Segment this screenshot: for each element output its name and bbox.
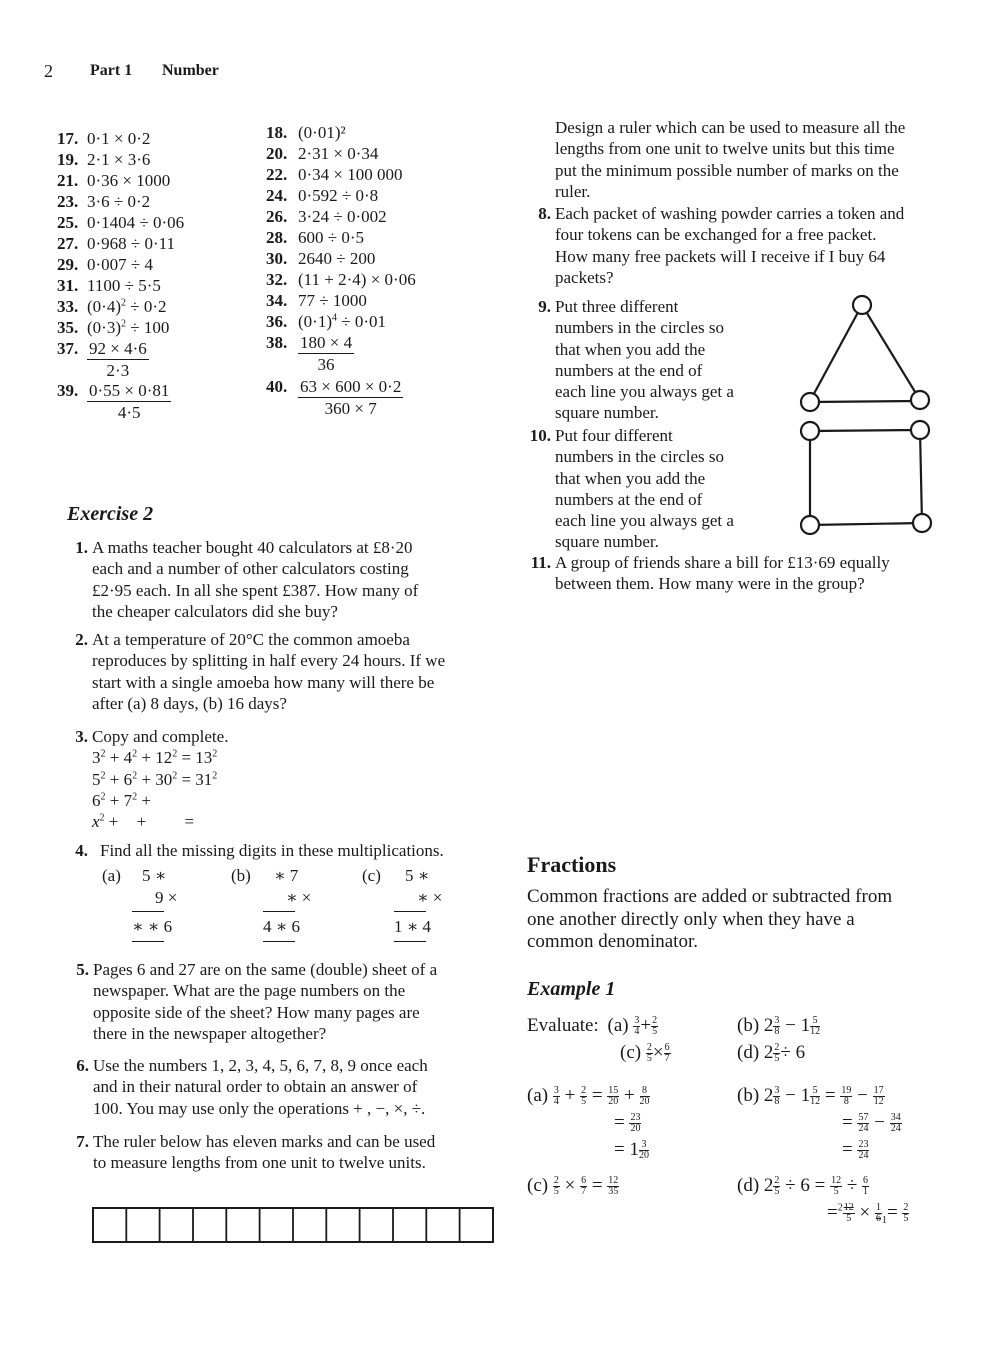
problem-30: 30. 2640 ÷ 200 [266, 249, 376, 268]
problem-29: 29. 0·007 ÷ 4 [57, 255, 153, 274]
question-8: 8. Each packet of washing powder carries a token and four tokens can be exchanged for a free packet. How many free packets will I receive if I buy 64 packets? [538, 204, 905, 287]
problem-22: 22. 0·34 × 100 000 [266, 165, 403, 184]
example-1-heading: Example 1 [527, 978, 616, 1000]
question-1: 1. A maths teacher bought 40 calculators at £8·20 each and a number of other calculators costing £2·95 each. In all she spent £387. How many of the cheaper calculators did she buy? [75, 538, 419, 621]
problem-23: 23. 3·6 ÷ 0·2 [57, 192, 151, 211]
fractions-heading: Fractions [527, 852, 617, 877]
multiplication-a: (a) 5 ∗ 9 × ∗ ∗ 6 [102, 865, 121, 886]
question-5: 5. Pages 6 and 27 are on the same (double) sheet of a newspaper. What are the page numbers on the opposite side of the sheet? How many pages are there in the newspaper altogether? [76, 960, 438, 1043]
question-7: 7. The ruler below has eleven marks and can be used to measure lengths from one unit to twelve units. [76, 1132, 436, 1173]
evaluate-d: (d) 2 $\frac{2}{5}$ ÷ 6 [737, 1042, 806, 1065]
problem-21: 21. 0·36 × 1000 [57, 171, 171, 190]
problem-26: 26. 3·24 ÷ 0·002 [266, 207, 387, 226]
ruler-diagram [90, 1205, 500, 1245]
question-3: 3. Copy and complete. $3^2 + 4^2 + 12^2 = 13^2$ $5^2 + 6^2 + 30^2 = 31^2$ $6^2 + 7^2$ + $x^2$ + + = [92, 726, 492, 832]
page-number: 2 [44, 61, 53, 81]
problem-32: 32. (11 + 2·4) × 0·06 [266, 270, 416, 289]
problem-18: 18. (0·01)² [266, 123, 346, 142]
problem-37: 37. $\frac{92 \times 4\cdot 6}{2\cdot 3}$ [57, 339, 147, 380]
problem-33: 33. $(0\cdot 4)^2 \div 0\cdot 2$ [57, 297, 167, 316]
question-2: 2. At a temperature of 20°C the common amoeba reproduces by splitting in half every 24 hours. If we start with a single amoeba how many will there be after (a) 8 days, (b) 16 days? [75, 630, 446, 713]
exercise1-left-column [57, 128, 267, 422]
triangle-diagram [810, 305, 920, 402]
multiplication-c: (c) 5 ∗ ∗ × 1 ∗ 4 [362, 865, 381, 886]
identity-line-2: $5^2 + 6^2 + 30^2 = 31^2$ [92, 769, 218, 789]
evaluate-c: (c) $\frac{2}{5}$ × $\frac{6}{7}$ [620, 1042, 670, 1065]
problem-20: 20. 2·31 × 0·34 [266, 144, 379, 163]
question-11: 11. A group of friends share a bill for £13·69 equally between them. How many were in the group? [530, 553, 890, 594]
problem-38: 38. $\frac{180 \times 4}{36}$ [266, 333, 353, 374]
evaluate-prompt: Evaluate: (a) $\frac{3}{4}$ + $\frac{2}{5}$ [527, 1015, 658, 1038]
identity-line-3: $6^2 + 7^2$ + [92, 790, 151, 810]
problem-19: 19. 2·1 × 3·6 [57, 150, 151, 169]
circle-diagrams [790, 285, 950, 545]
problem-27: 27. 0·968 ÷ 0·11 [57, 234, 176, 253]
exercise2-title: Exercise 2 [67, 503, 154, 525]
question-9: 9. Put three different numbers in the circles so that when you add the numbers at the end of each line you always get a square number. [538, 297, 734, 423]
question-10: 10. Put four different numbers in the circles so that when you add the numbers at the end of each line you always get a square number. [529, 426, 734, 552]
fractions-intro: Common fractions are added or subtracted from one another directly only when they have a common denominator. [527, 886, 893, 952]
problem-28: 28. 600 ÷ 0·5 [266, 228, 364, 247]
question-6: 6. Use the numbers 1, 2, 3, 4, 5, 6, 7, 8, 9 once each and in their natural order to obtain an answer of 100. You may use only the operations + , −, ×, ÷. [76, 1056, 428, 1118]
multiplication-b: (b) ∗ 7 ∗ × 4 ∗ 6 [231, 865, 251, 886]
solution-b: (b) 2 $\frac{3}{8}$ − 1 $\frac{5}{12}$ = $\frac{19}{8}$ − $\frac{17}{12}$ = $\frac{57}{24}$ − $\frac{34}{24}$ = $\frac{23}{24}$ [737, 1085, 901, 1162]
solution-c: (c) $\frac{2}{5}$ × $\frac{6}{7}$ = $\frac{12}{35}$ [527, 1175, 619, 1198]
question-7-continuation: Design a ruler which can be used to measure all the lengths from one unit to twelve units but this time put the minimum possible number of marks on the ruler. [555, 118, 906, 201]
solution-a: (a) $\frac{3}{4}$ + $\frac{2}{5}$ = $\frac{15}{20}$ + $\frac{8}{20}$ = $\frac{23}{20}$ = 1 $\frac{3}{20}$ [527, 1085, 650, 1162]
identity-line-1: $3^2 + 4^2 + 12^2 = 13^2$ [92, 748, 218, 768]
problem-25: 25. 0·1404 ÷ 0·06 [57, 213, 185, 232]
problem-36: 36. $(0\cdot 1)^4 \div 0\cdot 01$ [266, 312, 386, 331]
evaluate-b: (b) 2 $\frac{3}{8}$ − 1 $\frac{5}{12}$ [737, 1015, 821, 1038]
part-label: Part 1 [90, 62, 133, 79]
problem-31: 31. 1100 ÷ 5·5 [57, 276, 161, 295]
square-diagram [810, 430, 922, 525]
exercise1-right-column [266, 122, 496, 420]
problem-17: 17. 0·1 × 0·2 [57, 129, 151, 148]
problem-40: 40. $\frac{63 \times 600 \times 0\cdot 2}{360 \times 7}$ [266, 377, 402, 418]
identity-line-4: $x^2$ + + = [92, 812, 195, 832]
problem-35: 35. $(0\cdot 3)^2 \div 100$ [57, 318, 170, 337]
solution-d: (d) 2 $\frac{2}{5}$ ÷ 6 = $\frac{12}{5}$ ÷ $\frac{6}{1}$ =$^2$ $\frac{12}{5}$ × $\frac{1}{6}$ $_1$= $\frac{2}{5}$ [737, 1175, 909, 1226]
problem-24: 24. 0·592 ÷ 0·8 [266, 186, 379, 205]
problem-39: 39. $\frac{0\cdot 55 \times 0\cdot 81}{4\cdot 5}$ [57, 381, 170, 422]
problem-34: 34. 77 ÷ 1000 [266, 291, 367, 310]
chapter-title: Number [162, 62, 219, 79]
question-4: 4. Find all the missing digits in these multiplications. [75, 841, 444, 860]
